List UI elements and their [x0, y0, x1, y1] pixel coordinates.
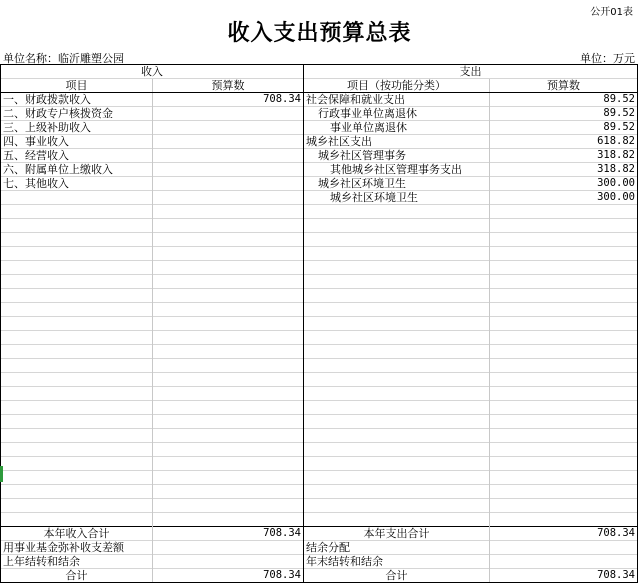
- expense-item-label: [304, 513, 490, 527]
- table-row: [1, 191, 638, 205]
- expense-item-label: [304, 401, 490, 415]
- summary-expense-value: [490, 555, 638, 569]
- table-row: [1, 233, 638, 247]
- income-item-label: [1, 513, 153, 527]
- summary-row: [1, 541, 638, 555]
- income-item-label: 四、事业收入: [1, 135, 153, 149]
- table-row: [1, 457, 638, 471]
- expense-item-label: 其他城乡社区管理事务支出: [304, 163, 490, 177]
- table-row: [1, 331, 638, 345]
- unit-info-row: [0, 50, 639, 64]
- income-item-label: [1, 373, 153, 387]
- expense-item-value: [490, 401, 638, 415]
- expense-item-value: 618.82: [490, 135, 638, 149]
- expense-item-value: [490, 387, 638, 401]
- currency-unit-label: 单位：万元: [580, 52, 635, 65]
- income-item-label: [1, 471, 153, 485]
- income-item-value: [153, 415, 304, 429]
- income-item-value: [153, 499, 304, 513]
- income-item-value: [153, 289, 304, 303]
- expense-item-value: 89.52: [490, 107, 638, 121]
- expense-item-value: 300.00: [490, 191, 638, 205]
- income-item-value: [153, 303, 304, 317]
- expense-item-value: [490, 275, 638, 289]
- summary-expense-value: [490, 541, 638, 555]
- summary-income-value: 708.34: [153, 527, 304, 541]
- income-item-value: [153, 205, 304, 219]
- income-item-label: 三、上级补助收入: [1, 121, 153, 135]
- expense-item-value: [490, 429, 638, 443]
- expense-item-label: [304, 373, 490, 387]
- table-row: [1, 261, 638, 275]
- expense-item-label: 城乡社区环境卫生: [304, 191, 490, 205]
- income-section-header: 收入: [1, 65, 304, 79]
- table-row: [1, 443, 638, 457]
- expense-item-value: [490, 485, 638, 499]
- summary-income-label: 合计: [1, 569, 153, 583]
- income-item-value: [153, 359, 304, 373]
- col-header-income-budget: 预算数: [153, 79, 304, 93]
- expense-item-label: [304, 247, 490, 261]
- expense-item-label: [304, 499, 490, 513]
- table-row: [1, 373, 638, 387]
- income-item-label: 二、财政专户核拨资金: [1, 107, 153, 121]
- expense-item-label: 事业单位离退休: [304, 121, 490, 135]
- income-item-label: [1, 205, 153, 219]
- income-item-label: [1, 499, 153, 513]
- table-row: [1, 149, 638, 163]
- income-item-label: [1, 415, 153, 429]
- expense-item-label: [304, 317, 490, 331]
- income-item-label: [1, 359, 153, 373]
- table-row: [1, 429, 638, 443]
- summary-expense-value: 708.34: [490, 569, 638, 583]
- expense-item-value: [490, 247, 638, 261]
- expense-item-label: [304, 261, 490, 275]
- income-item-value: [153, 387, 304, 401]
- income-item-value: [153, 513, 304, 527]
- income-item-label: [1, 387, 153, 401]
- expense-item-label: [304, 219, 490, 233]
- expense-item-label: 城乡社区管理事务: [304, 149, 490, 163]
- expense-item-value: [490, 233, 638, 247]
- income-item-label: [1, 443, 153, 457]
- income-item-value: [153, 317, 304, 331]
- expense-item-label: [304, 485, 490, 499]
- expense-item-label: [304, 471, 490, 485]
- table-row: [1, 387, 638, 401]
- income-item-label: 一、财政拨款收入: [1, 93, 153, 107]
- income-item-value: [153, 135, 304, 149]
- expense-item-value: [490, 331, 638, 345]
- expense-item-label: 城乡社区环境卫生: [304, 177, 490, 191]
- summary-income-value: [153, 555, 304, 569]
- summary-expense-label: 结余分配: [304, 541, 490, 555]
- income-item-value: [153, 373, 304, 387]
- income-item-value: [153, 443, 304, 457]
- table-row: [1, 121, 638, 135]
- table-row: [1, 163, 638, 177]
- expense-item-label: 社会保障和就业支出: [304, 93, 490, 107]
- summary-row: [1, 555, 638, 569]
- expense-item-value: [490, 415, 638, 429]
- expense-item-label: 行政事业单位离退休: [304, 107, 490, 121]
- expense-item-value: 89.52: [490, 121, 638, 135]
- income-item-value: [153, 177, 304, 191]
- expense-item-value: [490, 303, 638, 317]
- table-row: [1, 135, 638, 149]
- expense-item-value: [490, 499, 638, 513]
- income-item-value: [153, 429, 304, 443]
- summary-income-value: [153, 541, 304, 555]
- unit-name-label: 单位名称：临沂雕塑公园: [3, 52, 124, 65]
- income-item-value: 708.34: [153, 93, 304, 107]
- summary-expense-label: 本年支出合计: [304, 527, 490, 541]
- table-row: [1, 499, 638, 513]
- expense-item-label: [304, 205, 490, 219]
- expense-item-value: [490, 359, 638, 373]
- table-row: [1, 401, 638, 415]
- income-item-value: [153, 121, 304, 135]
- expense-item-label: [304, 387, 490, 401]
- summary-income-label: 用事业基金弥补收支差额: [1, 541, 153, 555]
- table-row: [1, 359, 638, 373]
- expense-item-value: [490, 205, 638, 219]
- expense-item-label: [304, 345, 490, 359]
- income-item-label: [1, 191, 153, 205]
- income-item-label: [1, 275, 153, 289]
- table-row: [1, 289, 638, 303]
- table-row: [1, 345, 638, 359]
- expense-item-label: [304, 275, 490, 289]
- table-row: [1, 219, 638, 233]
- income-item-label: 六、附属单位上缴收入: [1, 163, 153, 177]
- expense-item-label: [304, 429, 490, 443]
- expense-item-value: [490, 513, 638, 527]
- expense-item-label: [304, 457, 490, 471]
- expense-item-label: [304, 289, 490, 303]
- expense-item-value: [490, 219, 638, 233]
- table-row: [1, 275, 638, 289]
- income-item-value: [153, 485, 304, 499]
- income-item-label: [1, 317, 153, 331]
- expense-item-value: 318.82: [490, 163, 638, 177]
- summary-row: [1, 527, 638, 541]
- expense-item-value: [490, 443, 638, 457]
- income-item-value: [153, 233, 304, 247]
- income-item-value: [153, 191, 304, 205]
- col-header-expense-item: 项目（按功能分类）: [304, 79, 490, 93]
- table-row: [1, 107, 638, 121]
- income-item-label: 七、其他收入: [1, 177, 153, 191]
- expense-item-label: [304, 359, 490, 373]
- expense-item-value: [490, 261, 638, 275]
- income-item-label: [1, 457, 153, 471]
- income-item-value: [153, 331, 304, 345]
- income-item-value: [153, 345, 304, 359]
- table-row: [1, 177, 638, 191]
- table-row: [1, 247, 638, 261]
- income-item-label: [1, 289, 153, 303]
- expense-item-label: [304, 443, 490, 457]
- expense-item-label: [304, 415, 490, 429]
- income-item-label: [1, 261, 153, 275]
- table-row: [1, 317, 638, 331]
- expense-item-value: [490, 317, 638, 331]
- summary-expense-label: 年末结转和结余: [304, 555, 490, 569]
- income-item-label: [1, 233, 153, 247]
- expense-item-value: [490, 457, 638, 471]
- page-title: 收入支出预算总表: [227, 20, 412, 46]
- income-item-value: [153, 457, 304, 471]
- budget-table: [0, 64, 638, 583]
- expense-item-value: [490, 345, 638, 359]
- expense-item-value: 89.52: [490, 93, 638, 107]
- summary-income-label: 本年收入合计: [1, 527, 153, 541]
- expense-item-value: 318.82: [490, 149, 638, 163]
- col-header-expense-budget: 预算数: [490, 79, 638, 93]
- income-item-value: [153, 107, 304, 121]
- income-item-label: [1, 345, 153, 359]
- income-item-value: [153, 401, 304, 415]
- expense-item-label: [304, 233, 490, 247]
- col-header-income-item: 项目: [1, 79, 153, 93]
- income-item-label: [1, 429, 153, 443]
- expense-item-value: [490, 471, 638, 485]
- form-code-label: 公开01表: [590, 7, 633, 18]
- table-row: [1, 93, 638, 107]
- income-item-value: [153, 163, 304, 177]
- expense-section-header: 支出: [304, 65, 638, 79]
- summary-income-value: 708.34: [153, 569, 304, 583]
- income-item-label: [1, 401, 153, 415]
- income-item-value: [153, 275, 304, 289]
- income-item-label: [1, 331, 153, 345]
- income-item-value: [153, 219, 304, 233]
- summary-expense-value: 708.34: [490, 527, 638, 541]
- row-marker: [0, 466, 3, 482]
- income-item-label: [1, 247, 153, 261]
- table-row: [1, 471, 638, 485]
- expense-item-label: [304, 331, 490, 345]
- table-row: [1, 485, 638, 499]
- expense-item-label: [304, 303, 490, 317]
- expense-item-value: [490, 373, 638, 387]
- expense-item-value: [490, 289, 638, 303]
- table-row: [1, 415, 638, 429]
- income-item-label: [1, 303, 153, 317]
- income-item-label: 五、经营收入: [1, 149, 153, 163]
- income-item-value: [153, 471, 304, 485]
- income-item-value: [153, 261, 304, 275]
- income-item-value: [153, 247, 304, 261]
- summary-expense-label: 合计: [304, 569, 490, 583]
- table-row: [1, 205, 638, 219]
- expense-item-label: 城乡社区支出: [304, 135, 490, 149]
- table-row: [1, 513, 638, 527]
- summary-row: [1, 569, 638, 583]
- expense-item-value: 300.00: [490, 177, 638, 191]
- table-row: [1, 303, 638, 317]
- income-item-label: [1, 485, 153, 499]
- summary-income-label: 上年结转和结余: [1, 555, 153, 569]
- income-item-label: [1, 219, 153, 233]
- income-item-value: [153, 149, 304, 163]
